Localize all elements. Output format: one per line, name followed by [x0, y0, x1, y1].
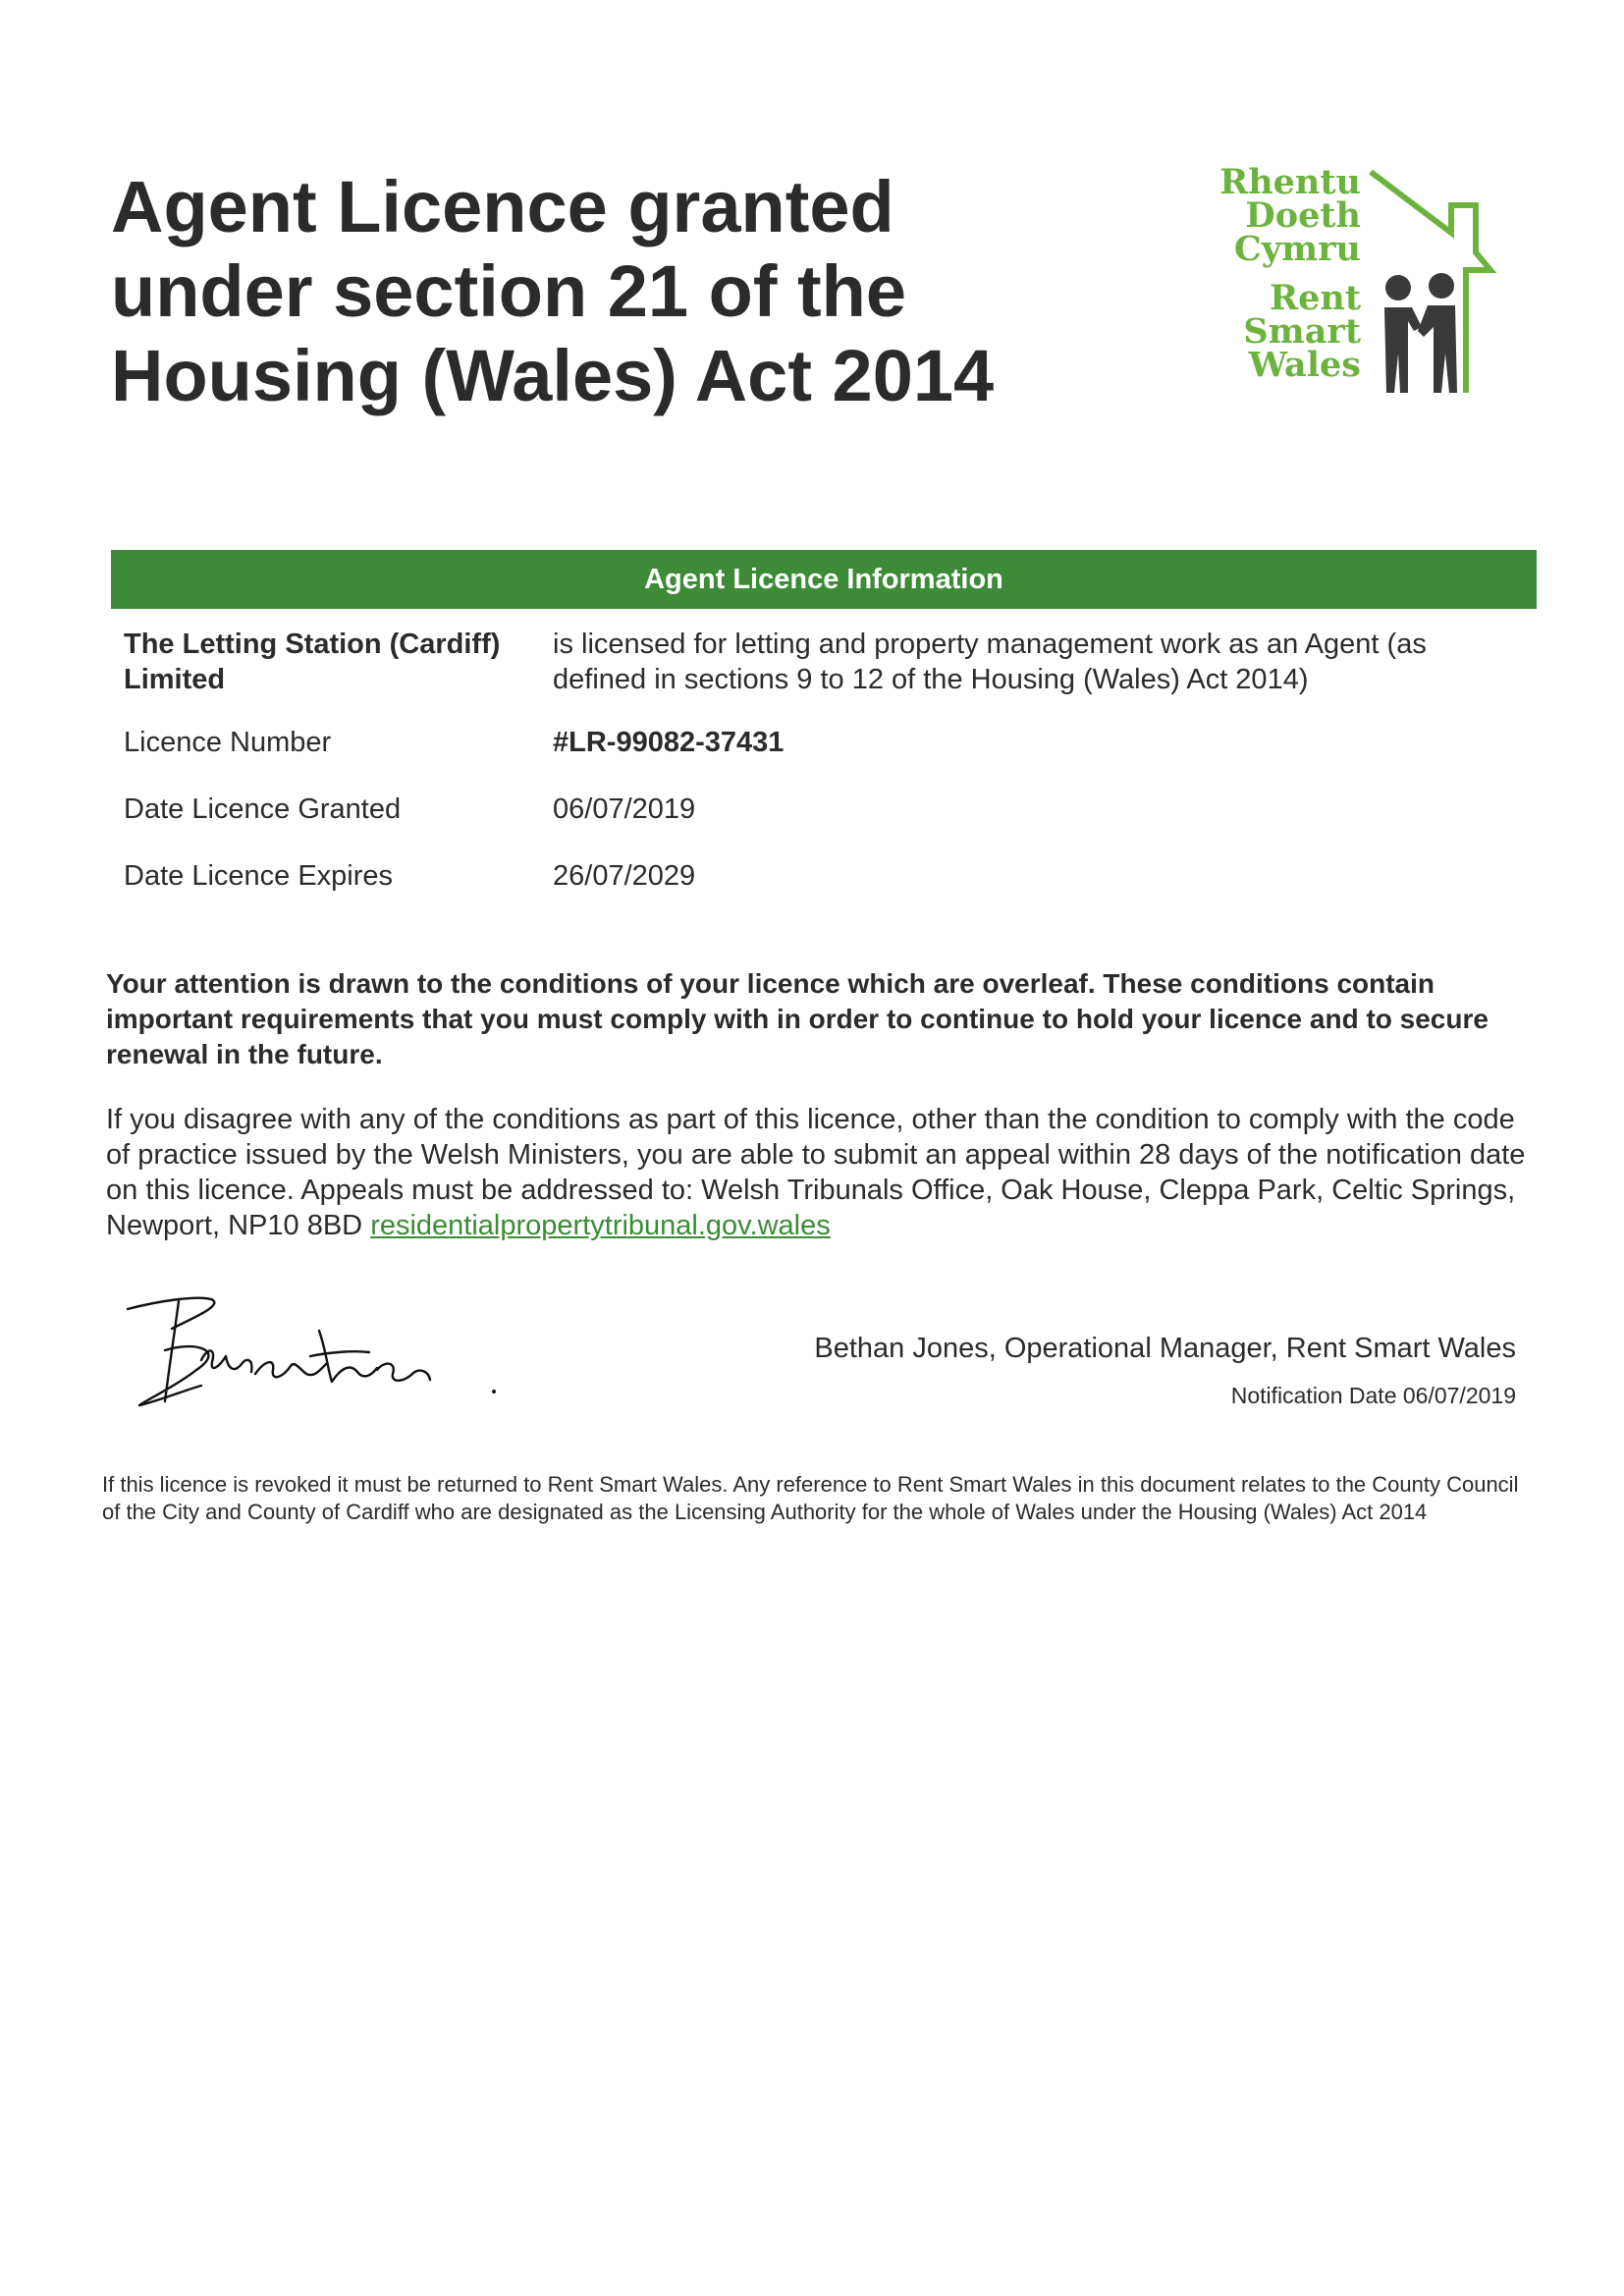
date-granted-label: Date Licence Granted	[124, 793, 402, 825]
logo-welsh-line-1: Rhentu	[1219, 162, 1361, 202]
revocation-footer: If this licence is revoked it must be returned to Rent Smart Wales. Any reference to Rent Smart Wales in this document relates to the County Council of the City and County of Cardiff who are designated as the Licensing Authority for the whole of Wales under the Housing (Wales) Act 2014	[102, 1472, 1519, 1524]
notification-label: Notification Date	[1230, 1383, 1397, 1408]
date-expires-value: 26/07/2029	[553, 860, 696, 892]
licensed-statement	[553, 627, 1535, 697]
licensed-line-2: defined in sections 9 to 12 of the Housing (Wales) Act 2014)	[553, 664, 1309, 695]
conditions-notice: Your attention is drawn to the conditions of your licence which are overleaf. These conditions contain important requirements that you must comply with in order to continue to hold your licence and to secure renewal in the future.	[106, 968, 1489, 1069]
date-granted-value: 06/07/2019	[553, 793, 696, 825]
title-line-1: Agent Licence granted	[111, 166, 894, 247]
title-line-3: Housing (Wales) Act 2014	[111, 335, 995, 416]
logo-english-line-3: Wales	[1248, 345, 1361, 385]
signature-image	[118, 1291, 511, 1419]
licensed-line-1: is licensed for letting and property management work as an Agent (as	[553, 629, 1427, 660]
panel-header: Agent Licence Information	[111, 550, 1537, 609]
signatory-name: Bethan Jones, Operational Manager, Rent Smart Wales	[814, 1333, 1516, 1364]
agent-name-line-2: Limited	[124, 664, 226, 695]
agent-name-line-1: The Letting Station (Cardiff)	[124, 629, 501, 660]
logo-wordmark	[1216, 162, 1361, 385]
document-title	[111, 165, 995, 418]
title-line-2: under section 21 of the	[111, 250, 907, 332]
logo-english-line-2: Smart	[1243, 311, 1361, 352]
logo-welsh-line-2: Doeth	[1245, 195, 1361, 236]
licence-number-value: #LR-99082-37431	[553, 727, 785, 758]
notification-date-line	[1231, 1383, 1516, 1409]
notification-date: 06/07/2019	[1402, 1383, 1516, 1408]
logo-english-line-1: Rent	[1270, 278, 1361, 318]
logo-welsh-line-3: Cymru	[1233, 229, 1361, 269]
house-handshake-icon	[1363, 162, 1544, 398]
appeal-paragraph	[106, 1102, 1540, 1243]
tribunal-link[interactable]: residentialpropertytribunal.gov.wales	[370, 1210, 831, 1241]
appeal-text: If you disagree with any of the conditions as part of this licence, other than the condition to comply with the code of practice issued by the Welsh Ministers, you are able to submit an appeal within 28 days of the notification date on this licence. Appeals must be addressed to: Welsh Tribunals Office, Oak House, Cleppa Park, Celtic Springs, Newport, NP10 8BD	[106, 1104, 1526, 1241]
licence-number-label: Licence Number	[124, 727, 332, 758]
agent-name	[124, 627, 536, 697]
rent-smart-wales-logo	[1216, 162, 1549, 398]
date-expires-label: Date Licence Expires	[124, 860, 394, 892]
